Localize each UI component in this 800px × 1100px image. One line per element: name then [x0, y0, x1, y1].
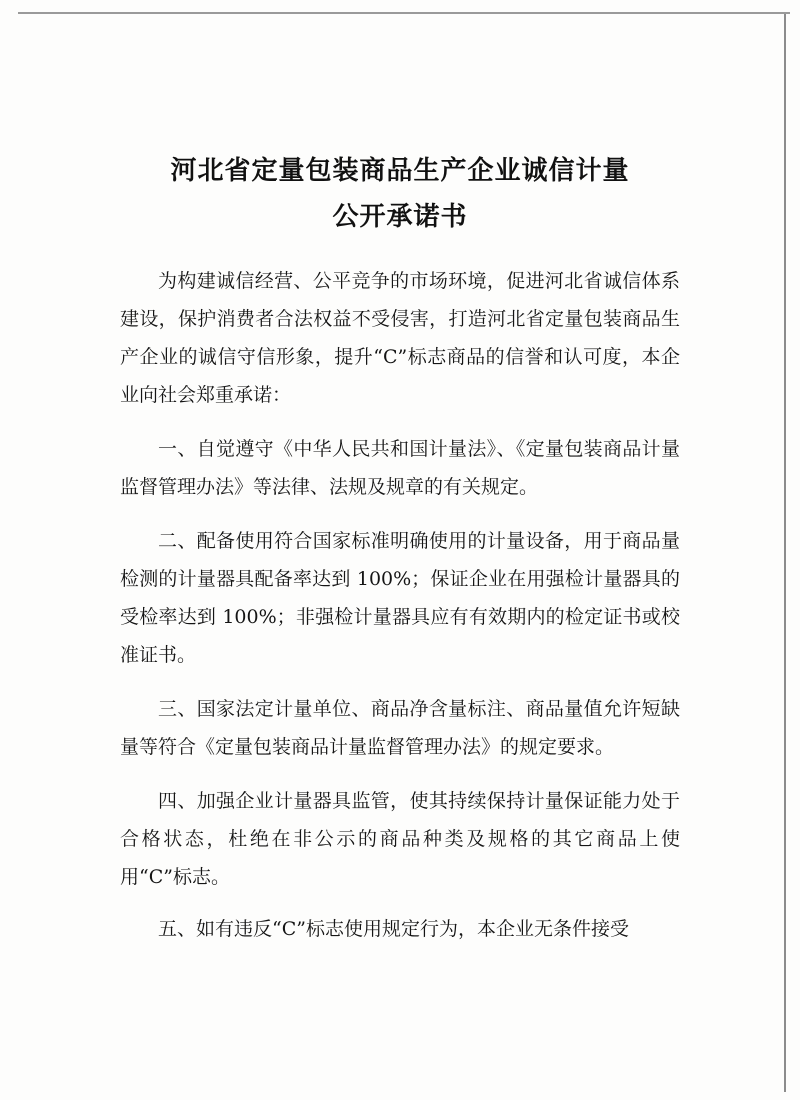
paragraph-item-1: 一、自觉遵守《中华人民共和国计量法》、《定量包装商品计量监督管理办法》等法律、法规及规章的有关规定。	[120, 438, 680, 498]
paragraph-intro: 为构建诚信经营、公平竞争的市场环境，促进河北省诚信体系建设，保护消费者合法权益不受侵害，打造河北省定量包装商品生产企业的诚信守信形象，提升“C”标志商品的信誉和认可度，本企业向社会郑重承诺：	[120, 270, 680, 406]
paragraph-item-3: 三、国家法定计量单位、商品净含量标注、商品量值允许短缺量等符合《定量包装商品计量监督管理办法》的规定要求。	[120, 698, 680, 758]
paragraph-item-5: 五、如有违反“C”标志使用规定行为，本企业无条件接受	[158, 918, 629, 940]
document-subtitle: 公开承诺书	[332, 202, 468, 232]
document-body	[120, 262, 680, 964]
paragraph-item-2: 二、配备使用符合国家标准明确使用的计量设备，用于商品量检测的计量器具配备率达到 100%；保证企业在用强检计量器具的受检率达到 100%；非强检计量器具应有有效期内的检定证书或校准证书。	[120, 530, 680, 666]
paragraph-item-4: 四、加强企业计量器具监管，使其持续保持计量保证能力处于合格状态，杜绝在非公示的商品种类及规格的其它商品上使用“C”标志。	[120, 790, 680, 888]
scan-edge-top	[18, 12, 790, 14]
document-title: 河北省定量包装商品生产企业诚信计量	[170, 156, 630, 186]
